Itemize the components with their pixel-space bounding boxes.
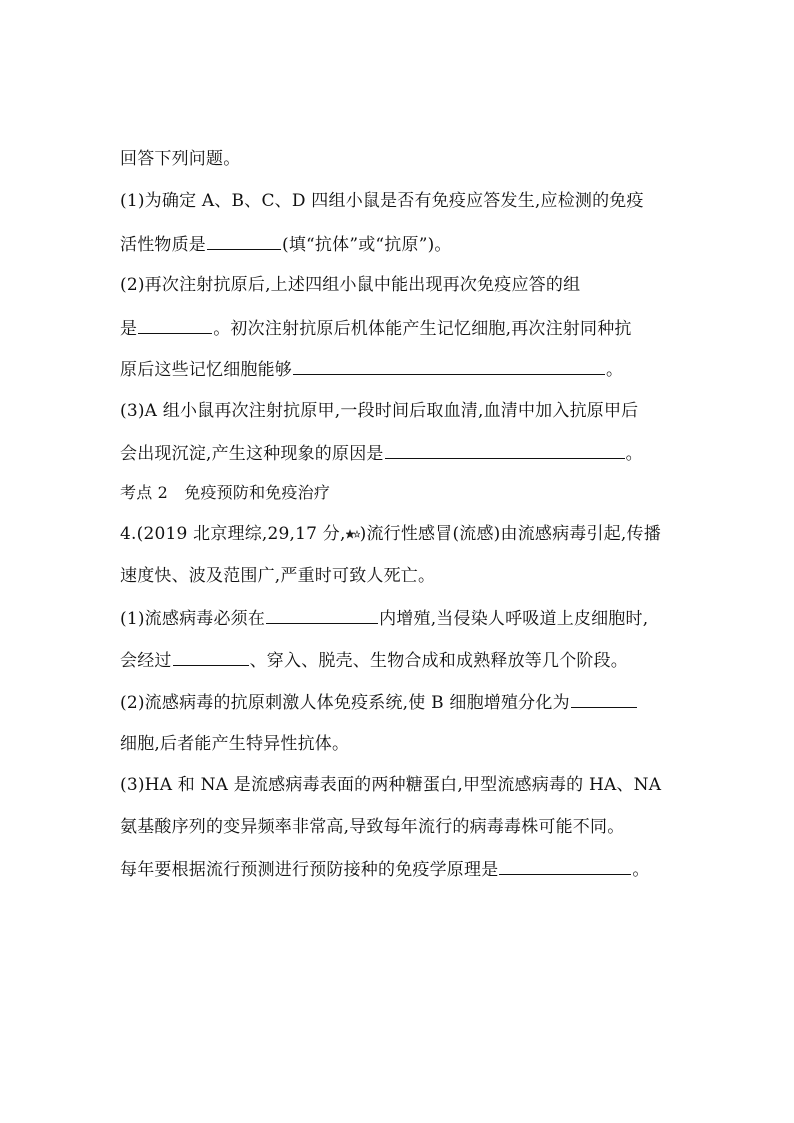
text: 。 [632, 860, 650, 880]
text: 。 [606, 360, 624, 380]
text: 是 [120, 319, 138, 339]
answer-blank[interactable] [266, 607, 378, 624]
text: 会出现沉淀,产生这种现象的原因是 [120, 444, 384, 464]
question-3-line-2 [120, 442, 643, 465]
answer-blank[interactable] [173, 649, 249, 666]
question-3-stem [120, 400, 638, 422]
problem-4-q3-line-1 [120, 774, 661, 796]
problem-4-q2-line-1 [120, 691, 638, 714]
problem-4-q1-line-1 [120, 607, 648, 630]
problem-4-q1-line-2 [120, 649, 628, 672]
problem-4-q2-line-2 [120, 733, 349, 755]
text: 考点 2 免疫预防和免疫治疗 [120, 483, 331, 502]
text: 氨基酸序列的变异频率非常高,导致每年流行的病毒毒株可能不同。 [120, 817, 625, 837]
text: (1)为确定 A、B、C、D 四组小鼠是否有免疫应答发生,应检测的免疫 [120, 191, 644, 211]
text: 细胞,后者能产生特异性抗体。 [120, 734, 350, 754]
text: (2)流感病毒的抗原刺激人体免疫系统,使 B 细胞增殖分化为 [120, 693, 570, 713]
text: (1)流感病毒必须在 [120, 609, 266, 629]
text: 活性物质是 [120, 235, 206, 255]
answer-blank[interactable] [385, 442, 625, 459]
text: 速度快、波及范围广,严重时可致人死亡。 [120, 566, 436, 586]
problem-4-q3-line-3 [120, 858, 650, 881]
answer-blank[interactable] [138, 317, 212, 334]
text: )流行性感冒(流感)由流感病毒引起,传播 [359, 524, 661, 544]
text: 。 [625, 444, 643, 464]
answer-blank[interactable] [571, 691, 637, 708]
question-2-line-3 [120, 358, 623, 381]
text: 每年要根据流行预测进行预防接种的免疫学原理是 [120, 860, 499, 880]
text: 内增殖,当侵染人呼吸道上皮细胞时, [379, 609, 649, 629]
line-1 [120, 148, 240, 170]
text: (2)再次注射抗原后,上述四组小鼠中能出现再次免疫应答的组 [120, 275, 581, 295]
problem-4-stem [120, 523, 661, 545]
text: 、穿入、脱壳、生物合成和成熟释放等几个阶段。 [249, 651, 629, 671]
question-2-line-2 [120, 317, 632, 340]
difficulty-stars-icon [346, 529, 360, 541]
problem-4-q3-line-2 [120, 816, 624, 838]
problem-4-line-2 [120, 565, 435, 587]
text: 会经过 [120, 651, 172, 671]
text: 回答下列问题。 [120, 149, 241, 169]
text: 。初次注射抗原后机体能产生记忆细胞,再次注射同种抗 [213, 319, 632, 339]
answer-blank[interactable] [207, 233, 281, 250]
text: 原后这些记忆细胞能够 [120, 360, 292, 380]
text: (3)HA 和 NA 是流感病毒表面的两种糖蛋白,甲型流感病毒的 HA、NA [120, 775, 662, 795]
answer-blank[interactable] [293, 358, 605, 375]
question-1-answer-line [120, 233, 452, 256]
text: (3)A 组小鼠再次注射抗原甲,一段时间后取血清,血清中加入抗原甲后 [120, 401, 639, 421]
answer-blank[interactable] [499, 858, 631, 875]
text: 4.(2019 北京理综,29,17 分, [120, 524, 346, 544]
text: (填“抗体”或“抗原”)。 [282, 235, 452, 255]
question-2-stem [120, 274, 580, 296]
section-heading [120, 482, 330, 504]
question-1-stem [120, 190, 644, 212]
